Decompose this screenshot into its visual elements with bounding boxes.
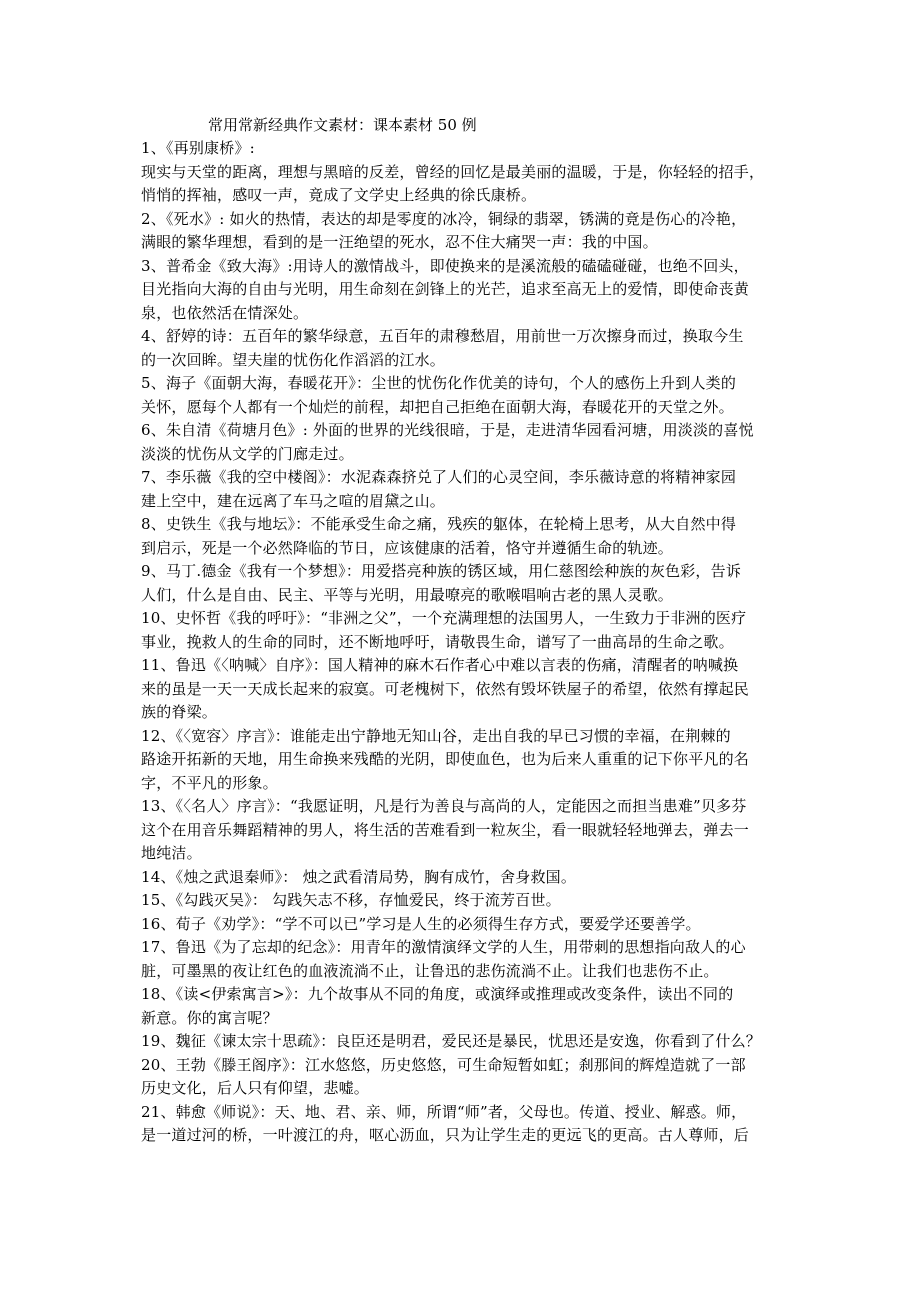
text-line: 9、马丁.德金《我有一个梦想》：用爱搭亮种族的锈区域，用仁慈图绘种族的灰色彩，告诉 bbox=[141, 562, 742, 580]
material-item bbox=[141, 654, 786, 725]
material-item bbox=[141, 1030, 786, 1054]
material-item bbox=[141, 560, 786, 607]
material-item bbox=[141, 208, 786, 255]
text-line: 18、《读<伊索寓言>》：九个故事从不同的角度，或演绎或推理或改变条件，读出不同的 bbox=[141, 985, 734, 1003]
text-line: 7、李乐薇《我的空中楼阁》：水泥森森挤兑了人们的心灵空间，李乐薇诗意的将精神家园 bbox=[141, 468, 737, 486]
text-line: 3、普希金《致大海》:用诗人的激情战斗，即使换来的是溪流般的磕磕碰碰，也绝不回头， bbox=[141, 256, 749, 275]
material-item bbox=[141, 607, 786, 654]
material-item bbox=[141, 372, 786, 419]
material-item bbox=[141, 325, 786, 372]
text-line: 地纯洁。 bbox=[141, 844, 202, 862]
document-title: 常用常新经典作文素材：课本素材 50 例 bbox=[208, 116, 477, 134]
text-line: 21、韩愈《师说》：天、地、君、亲、师，所谓“师”者，父母也。传道、授业、解惑。师， bbox=[141, 1102, 747, 1121]
text-line: 2、《死水》: 如火的热情，表达的却是零度的冰冷，铜绿的翡翠，锈满的竟是伤心的冷艳， bbox=[141, 209, 747, 228]
text-line: 历史文化，后人只有仰望，悲嘘。 bbox=[141, 1079, 370, 1097]
text-line: 这个在用音乐舞蹈精神的男人，将生活的苦难看到一粒灰尘，看一眼就轻轻地弹去，弹去一 bbox=[141, 820, 750, 839]
material-item bbox=[141, 255, 786, 326]
material-item bbox=[141, 889, 786, 913]
material-item bbox=[141, 866, 786, 890]
text-line: 字，不平凡的形象。 bbox=[141, 773, 278, 792]
text-line: 6、朱自清《荷塘月色》: 外面的世界的光线很暗，于是，走进清华园看河塘，用淡淡的喜悦 bbox=[141, 421, 754, 439]
material-item bbox=[141, 137, 786, 208]
text-line: 8、史铁生《我与地坛》：不能承受生命之痛，残疾的躯体，在轮椅上思考，从大自然中得 bbox=[141, 515, 737, 533]
text-line: 14、《烛之武退秦师》： 烛之武看清局势，胸有成竹，舍身救国。 bbox=[141, 867, 577, 886]
text-line: 的一次回眸。望夫崖的忧伤化作滔滔的江水。 bbox=[141, 350, 446, 369]
text-line: 15、《勾践灭吴》： 勾践矢志不移，存恤爱民，终于流芳百世。 bbox=[141, 891, 561, 909]
text-line: 13、《〈名人〉序言》：“我愿证明，凡是行为善良与高尚的人，定能因之而担当患难”贝多芬 bbox=[141, 797, 747, 815]
text-line: 新意。你的寓言呢？ bbox=[141, 1008, 278, 1027]
text-line: 关怀，愿每个人都有一个灿烂的前程，却把自己拒绝在面朝大海，春暖花开的天堂之外。 bbox=[141, 397, 734, 416]
text-line: 11、鲁迅《〈呐喊〉自序》：国人精神的麻木石作者心中难以言表的伤痛，清醒者的呐喊换 bbox=[141, 656, 739, 674]
material-item bbox=[141, 419, 786, 466]
text-line: 17、鲁迅《为了忘却的纪念》：用青年的激情演绎文学的人生，用带刺的思想指向敌人的心 bbox=[141, 938, 746, 956]
text-line: 目光指向大海的自由与光明，用生命刻在剑锋上的光芒，追求至高无上的爱情，即使命丧黄 bbox=[141, 280, 750, 298]
material-item bbox=[141, 1101, 786, 1148]
material-item bbox=[141, 983, 786, 1030]
text-line: 路途开拓新的天地，用生命换来残酷的光阴，即使血色，也为后来人重重的记下你平凡的名 bbox=[141, 750, 750, 768]
material-item bbox=[141, 936, 786, 983]
text-line: 淡淡的忧伤从文学的门廊走过。 bbox=[141, 444, 354, 463]
material-item bbox=[141, 466, 786, 513]
text-line: 到启示，死是一个必然降临的节日，应该健康的活着，恪守并遵循生命的轨迹。 bbox=[141, 538, 674, 557]
text-line: 16、荀子《劝学》：“学不可以已”学习是人生的必须得生存方式，要爱学还要善学。 bbox=[141, 914, 701, 933]
text-line: 10、史怀哲《我的呼吁》：“非洲之父”，一个充满理想的法国男人，一生致力于非洲的医疗 bbox=[141, 609, 747, 627]
text-line: 12、《〈宽容〉序言》：谁能走出宁静地无知山谷，走出自我的早已习惯的幸福，在荆棘的 bbox=[141, 726, 731, 745]
text-line: 5、海子《面朝大海，春暖花开》：尘世的忧伤化作优美的诗句，个人的感伤上升到人类的 bbox=[141, 374, 737, 392]
text-line: 人们，什么是自由、民主、平等与光明，用最嘹亮的歌喉唱响古老的黑人灵歌。 bbox=[141, 585, 674, 604]
text-line: 20、王勃《滕王阁序》：江水悠悠，历史悠悠，可生命短暂如虹；刹那间的辉煌造就了一部 bbox=[141, 1055, 746, 1074]
material-item bbox=[141, 1054, 786, 1101]
text-line: 泉，也依然活在情深处。 bbox=[141, 303, 309, 322]
text-line: 族的脊梁。 bbox=[141, 703, 218, 721]
text-line: 1、《再别康桥》: bbox=[141, 139, 255, 157]
material-item bbox=[141, 725, 786, 796]
text-line: 悄悄的挥袖，感叹一声，竟成了文学史上经典的徐氏康桥。 bbox=[141, 186, 537, 204]
text-line: 事业，挽救人的生命的同时，还不断地呼吁，请敬畏生命，谱写了一曲高昂的生命之歌。 bbox=[141, 632, 734, 651]
text-line: 满眼的繁华理想，看到的是一汪绝望的死水，忍不住大痛哭一声：我的中国。 bbox=[141, 233, 658, 251]
document-body bbox=[141, 137, 786, 1148]
material-item bbox=[141, 795, 786, 866]
text-line: 建上空中，建在远离了车马之喧的眉黛之山。 bbox=[141, 491, 446, 510]
text-line: 19、魏征《谏太宗十思疏》：良臣还是明君，爱民还是暴民，忧思还是安逸，你看到了什么？ bbox=[141, 1032, 761, 1050]
text-line: 现实与天堂的距离，理想与黑暗的反差，曾经的回忆是最美丽的温暖，于是，你轻轻的招手， bbox=[141, 162, 765, 181]
text-line: 是一道过河的桥，一叶渡江的舟，呕心沥血，只为让学生走的更远飞的更高。古人尊师，后 bbox=[141, 1126, 750, 1144]
text-line: 来的虽是一天一天成长起来的寂寞。可老槐树下，依然有毁坏铁屋子的希望，依然有撑起民 bbox=[141, 679, 750, 698]
material-item bbox=[141, 513, 786, 560]
text-line: 脏，可墨黑的夜让红色的血液流淌不止，让鲁迅的悲伤流淌不止。让我们也悲伤不止。 bbox=[141, 961, 719, 980]
text-line: 4、舒婷的诗：五百年的繁华绿意，五百年的肃穆愁眉，用前世一万次擦身而过，换取今生 bbox=[141, 327, 744, 345]
material-item bbox=[141, 913, 786, 937]
